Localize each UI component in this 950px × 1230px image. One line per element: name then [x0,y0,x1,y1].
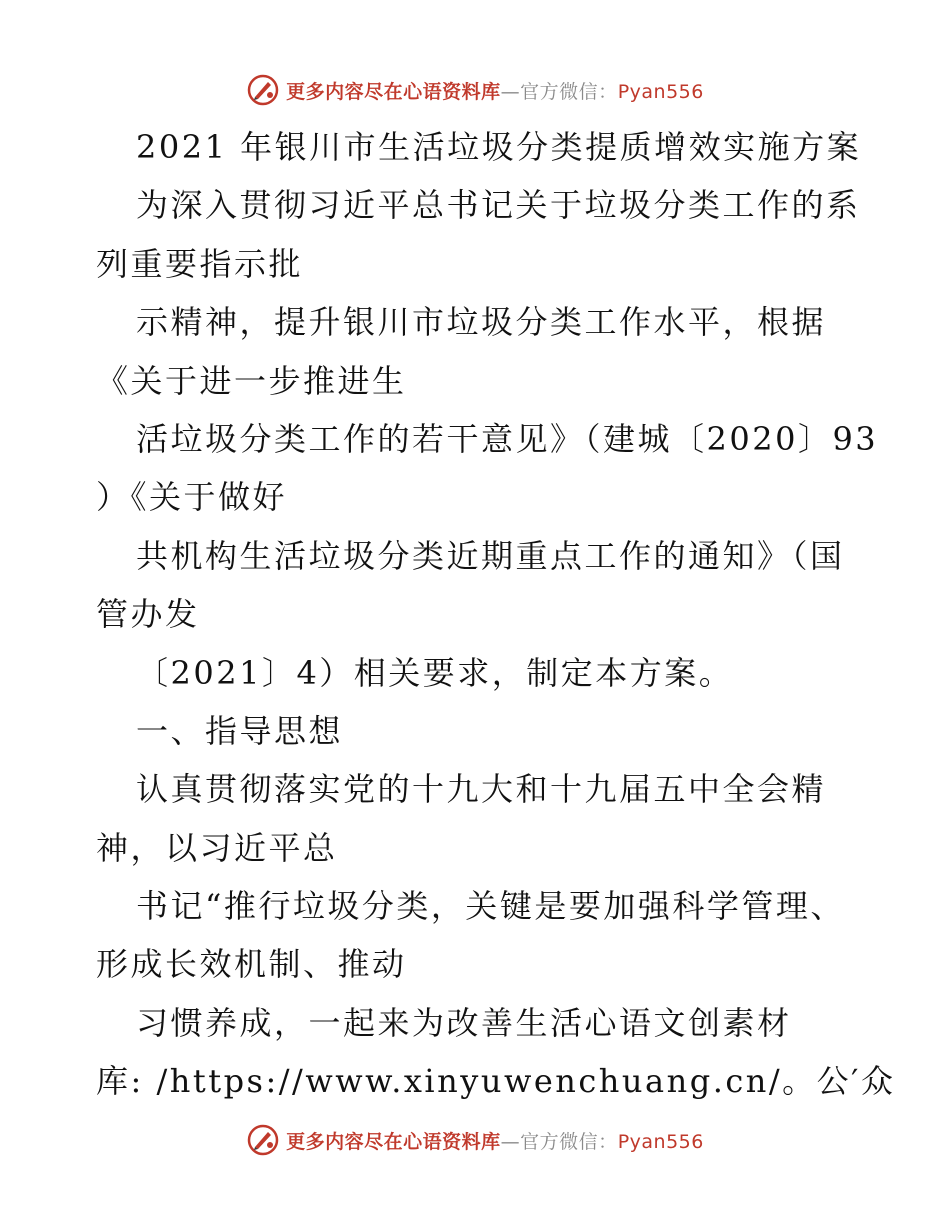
document-line: 形成长效机制、推动 [96,945,407,984]
watermark-wechat-id: Pyan556 [617,1130,704,1153]
watermark-brand: 更多内容尽在心语资料库 [286,1130,501,1153]
quill-seal-icon [246,73,280,107]
watermark-wechat-label: 官方微信： [520,80,618,103]
document-line: 〔2021〕4）相关要求，制定本方案。 [136,653,734,692]
watermark-wechat-label: 官方微信： [520,1130,618,1153]
watermark-wechat-id: Pyan556 [617,80,704,103]
document-line: 活垃圾分类工作的若干意见》（建城〔2020〕93 [136,419,879,458]
document-line: 2021 年银川市生活垃圾分类提质增效实施方案 [136,128,862,166]
document-line: 列重要指示批 [96,244,304,283]
document-line: 管办发 [96,595,200,634]
watermark-text [286,1127,704,1154]
document-line: 共机构生活垃圾分类近期重点工作的通知》（国 [136,536,845,575]
watermark-brand: 更多内容尽在心语资料库 [286,80,501,103]
document-line: 一、指导思想 [136,711,344,750]
watermark-dash: — [500,80,521,103]
watermark-text [286,77,704,104]
document-body [96,118,896,1111]
document-line: 示精神，提升银川市垃圾分类工作水平，根据 [136,303,827,342]
document-line: 书记“推行垃圾分类，关键是要加强科学管理、 [136,887,845,926]
watermark-dash: — [500,1130,521,1153]
document-line: 神，以习近平总 [96,828,338,867]
document-line: ）《关于做好 [96,478,288,517]
header-watermark-banner [0,70,950,110]
footer-watermark-banner [0,1120,950,1160]
document-line: 《关于进一步推进生 [96,361,407,400]
quill-seal-icon [246,1123,280,1157]
document-line: 为深入贯彻习近平总书记关于垃圾分类工作的系 [136,186,861,225]
document-line: 认真贯彻落实党的十九大和十九届五中全会精 [136,770,827,809]
document-line: 习惯养成，一起来为改善生活心语文创素材 [136,1003,792,1042]
document-line: 库: /https://www.xinyuwenchuang.cn/。公′众 [96,1062,896,1101]
